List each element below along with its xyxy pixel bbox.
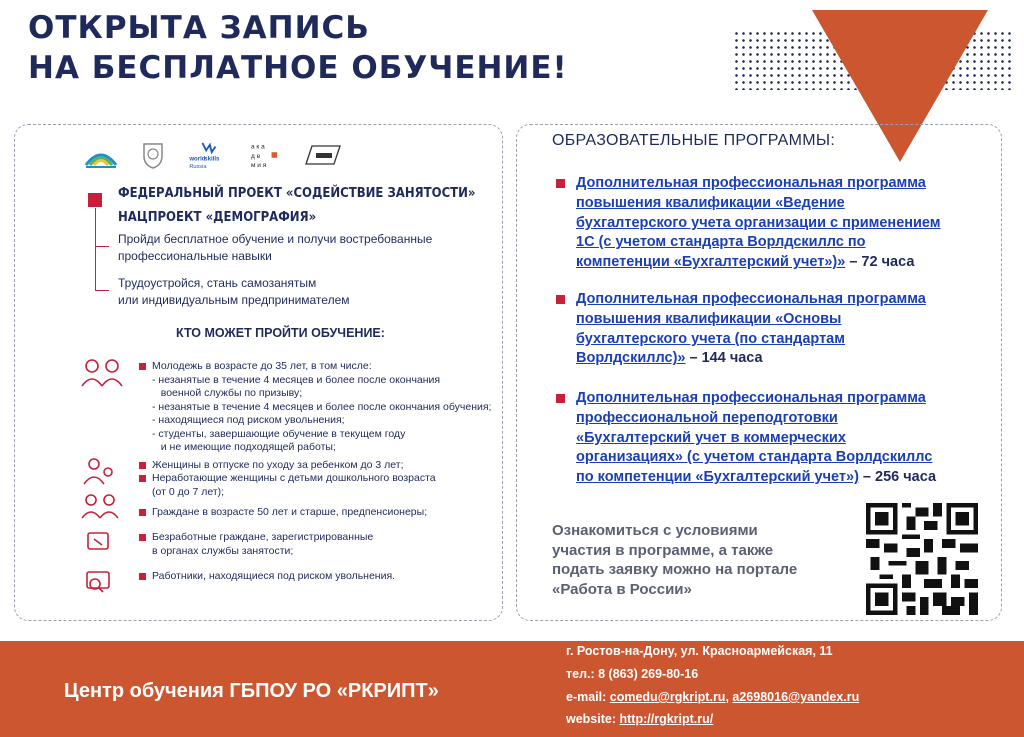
program-line: повышения квалификации «Основы — [576, 310, 842, 327]
federal-project-heading — [118, 182, 475, 230]
group-line: Неработающие женщины с детьми дошкольного возраста — [152, 472, 436, 484]
bullet-square — [139, 573, 146, 580]
group-women-unemployed — [152, 472, 436, 499]
email-link-2[interactable]: a2698016@yandex.ru — [732, 690, 860, 704]
seniors-icon — [78, 492, 122, 520]
bullet-square — [556, 179, 565, 188]
benefit-training — [118, 231, 432, 265]
svg-text:skills: skills — [204, 156, 220, 163]
program-hours: – 144 часа — [685, 350, 763, 367]
bullet-square — [139, 534, 146, 541]
benefit-line: профессиональные навыки — [118, 249, 272, 263]
page-title — [28, 8, 568, 88]
email-separator: , — [725, 690, 733, 704]
group-seniors — [152, 506, 427, 520]
info-line: участия в программе, а также — [552, 541, 774, 559]
benefit-line: Трудоустройся, стань самозанятым — [118, 276, 317, 290]
svg-text:д е: д е — [251, 152, 261, 160]
bullet-square — [139, 363, 146, 370]
connector-tick — [95, 246, 109, 247]
group-line: - незанятые в течение 4 месяцев и более после окончания — [152, 373, 441, 386]
info-line: подать заявку можно на портале — [552, 561, 798, 578]
bullet-square — [556, 295, 565, 304]
group-line: - находящиеся под риском увольнения; — [152, 414, 345, 426]
info-line: «Работа в России» — [552, 580, 692, 598]
program-line: Дополнительная профессиональная программа — [576, 390, 926, 406]
group-line: (от 0 до 7 лет); — [152, 485, 225, 498]
program-line: «Бухгалтерский учет в коммерческих — [576, 429, 846, 446]
benefit-employment — [118, 275, 350, 309]
bullet-square — [139, 462, 146, 469]
worldskills-logo-icon — [188, 141, 228, 169]
program-line: организациях» (с учетом стандарта Ворлдскиллс — [576, 449, 933, 466]
benefit-line: или индивидуальным предпринимателем — [118, 293, 350, 307]
unemployed-icon — [78, 527, 118, 555]
group-line: - незанятые в течение 4 месяцев и более после окончания обучения; — [152, 400, 492, 413]
program-line: повышения квалификации «Ведение — [576, 194, 845, 211]
program-hours: – 72 часа — [845, 254, 915, 271]
national-project-logo-icon — [302, 141, 342, 169]
connector-tick — [95, 290, 109, 291]
svg-text:world: world — [189, 156, 206, 163]
federal-line-1: ФЕДЕРАЛЬНЫЙ ПРОЕКТ «СОДЕЙСТВИЕ ЗАНЯТОСТИ» — [118, 186, 476, 201]
program-line: бухгалтерского учета организации с применением — [576, 214, 941, 231]
program-line: 1С (с учетом стандарта Ворлдскиллс по — [576, 234, 866, 251]
bullet-square — [139, 509, 146, 516]
group-youth — [152, 360, 491, 455]
application-info — [552, 521, 852, 599]
program-item — [576, 290, 996, 369]
svg-text:а к а: а к а — [251, 143, 265, 151]
qr-code-icon[interactable] — [866, 503, 978, 615]
bullet-square — [139, 475, 146, 482]
programs-heading: ОБРАЗОВАТЕЛЬНЫЕ ПРОГРАММЫ: — [552, 132, 836, 149]
group-line: в органах службы занятости; — [152, 544, 294, 557]
who-can-study-heading: КТО МОЖЕТ ПРОЙТИ ОБУЧЕНИЕ: — [176, 326, 385, 340]
group-line: - студенты, завершающие обучение в текущем году — [152, 427, 406, 440]
group-unemployed — [152, 531, 373, 558]
partner-logos — [84, 140, 342, 170]
program-line: Дополнительная профессиональная программа — [576, 291, 926, 307]
youth-icon — [78, 356, 126, 388]
federal-line-2: НАЦПРОЕКТ «ДЕМОГРАФИЯ» — [118, 210, 317, 225]
program-item — [576, 174, 996, 273]
worker-icon — [78, 564, 118, 594]
program-line: по компетенции «Бухгалтерский учет») — [576, 469, 859, 486]
akademia-logo-icon — [250, 141, 280, 169]
connector-line — [95, 208, 96, 290]
group-line: Безработные граждане, зарегистрированные — [152, 531, 374, 543]
website-line — [566, 712, 713, 726]
svg-text:Russia: Russia — [189, 164, 207, 169]
group-at-risk-workers — [152, 570, 395, 584]
title-line-1: ОТКРЫТА ЗАПИСЬ — [28, 10, 370, 46]
bullet-square — [88, 193, 102, 207]
group-women-leave — [152, 459, 404, 473]
mother-child-icon — [78, 456, 122, 486]
email-link-1[interactable]: comedu@rgkript.ru — [609, 690, 726, 704]
address: г. Ростов-на-Дону, ул. Красноармейская, 11 — [566, 644, 833, 658]
program-line: Ворлдскиллс)» — [576, 350, 686, 367]
group-line: Граждане в возрасте 50 лет и старше, предпенсионеры; — [152, 506, 428, 518]
website-link[interactable]: http://rgkript.ru/ — [619, 712, 714, 726]
email-line — [566, 690, 859, 704]
group-line: Женщины в отпуске по уходу за ребенком до 3 лет; — [152, 459, 404, 471]
program-line: профессиональной переподготовки — [576, 409, 838, 426]
emblem-logo-icon — [140, 141, 166, 169]
bullet-square — [556, 394, 565, 403]
benefit-line: Пройди бесплатное обучение и получи востребованные — [118, 232, 433, 246]
program-line: компетенции «Бухгалтерский учет»)» — [576, 254, 846, 271]
program-line: Дополнительная профессиональная программа — [576, 175, 926, 191]
program-line: бухгалтерского учета (по стандартам — [576, 330, 845, 347]
website-label: website: — [566, 712, 620, 726]
info-line: Ознакомиться с условиями — [552, 522, 758, 539]
program-item — [576, 389, 996, 488]
svg-text:м и я: м и я — [251, 162, 267, 169]
title-line-2: НА БЕСПЛАТНОЕ ОБУЧЕНИЕ! — [28, 50, 568, 86]
program-hours: – 256 часа — [858, 469, 937, 486]
group-line: Работники, находящиеся под риском увольнения. — [152, 570, 396, 582]
email-label: e-mail: — [566, 690, 610, 704]
group-line: военной службы по призыву; — [152, 387, 303, 399]
org-name: Центр обучения ГБПОУ РО «РКРИПТ» — [64, 680, 439, 702]
phone: тел.: 8 (863) 269-80-16 — [566, 667, 699, 681]
rostrud-logo-icon — [84, 141, 118, 169]
group-line: Молодежь в возрасте до 35 лет, в том числе: — [152, 360, 372, 372]
group-line: и не имеющие подходящей работы; — [152, 441, 336, 453]
